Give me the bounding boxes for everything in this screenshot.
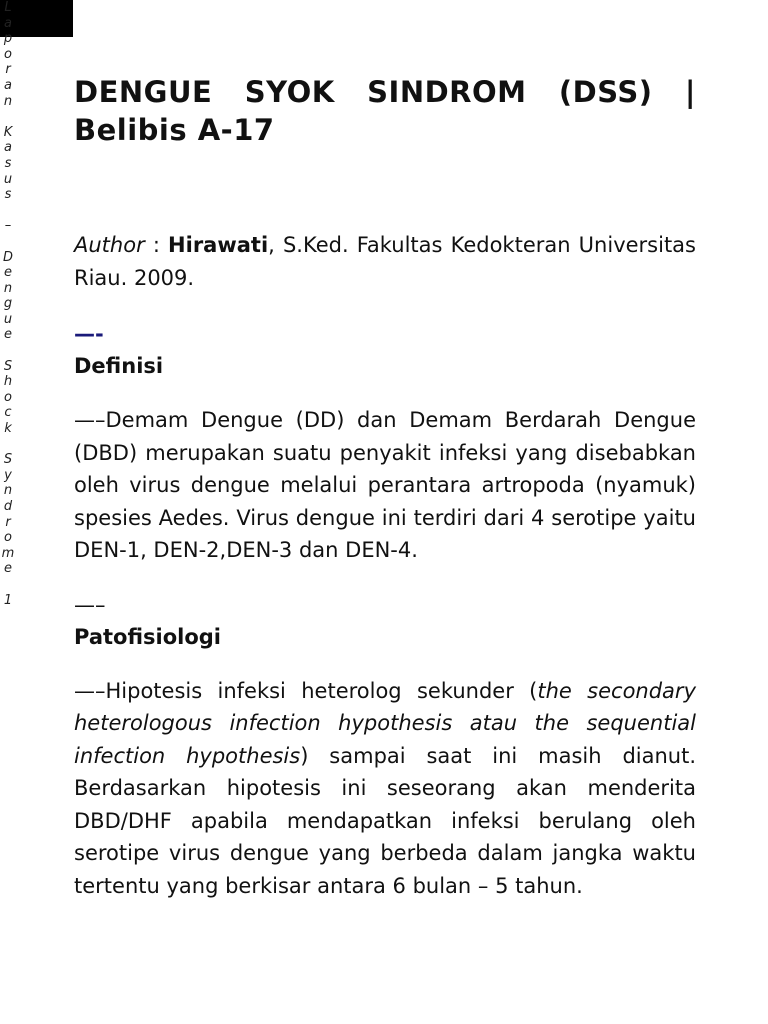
vertical-side-char: e [4, 327, 12, 343]
vertical-side-char: r [5, 62, 11, 78]
vertical-side-char: s [4, 187, 12, 203]
vertical-side-char [0, 203, 16, 219]
author-affiliation: , S.Ked. Fakultas Kedokteran Universitas Riau. 2009. [74, 233, 696, 290]
vertical-side-char: g [3, 296, 13, 312]
section-heading-definisi: Definisi [74, 354, 164, 378]
vertical-side-char: a [4, 15, 12, 31]
paragraph-patofisiologi [74, 675, 696, 903]
vertical-side-char: n [3, 280, 13, 296]
vertical-side-char: 1 [3, 592, 13, 608]
section-heading-patofisiologi: Patofisiologi [74, 624, 222, 649]
vertical-side-char [0, 234, 16, 250]
vertical-side-char: y [4, 467, 12, 483]
paragraph-patofisiologi-italic: the secondary heterologous infection hypothesis atau the sequential infection hypothesis [74, 678, 696, 768]
paragraph-definisi: —–Demam Dengue (DD) dan Demam Berdarah Dengue (DBD) merupakan suatu penyakit infeksi yang disebabkan oleh virus dengue melalui perantara artropoda (nyamuk) spesies Aedes. Virus dengue ini terdiri dari 4 serotipe yaitu DEN-1, DEN-2,DEN-3 dan DEN-4. [74, 408, 696, 562]
vertical-side-char: L [4, 0, 12, 15]
vertical-side-char: o [4, 530, 12, 546]
vertical-side-char: s [4, 155, 12, 171]
vertical-side-char: m [1, 545, 15, 561]
vertical-side-char: h [3, 374, 13, 390]
vertical-side-char: e [4, 265, 12, 281]
vertical-side-char: p [3, 31, 13, 47]
vertical-side-char [0, 437, 16, 453]
paragraph-patofisiologi-start: —–Hipotesis infeksi heterolog sekunder ( [74, 678, 538, 703]
vertical-side-char: K [3, 124, 13, 140]
vertical-side-text [0, 0, 16, 1024]
author-line [74, 229, 696, 294]
vertical-side-char [0, 109, 16, 125]
paragraph-patofisiologi-end: ) sampai saat ini masih dianut. Berdasarkan hipotesis ini seseorang akan menderita DBD/DHF apabila mendapatkan infeksi berulang oleh serotipe virus dengue yang berbeda dalam jangka waktu tertentu yang berkisar antara 6 bulan – 5 tahun. [74, 743, 697, 898]
title-line-1: DENGUE SYOK SINDROM (DSS) | [74, 75, 696, 109]
divider-dash: —- [74, 322, 104, 346]
vertical-side-char: a [4, 77, 12, 93]
vertical-side-char: S [3, 358, 13, 374]
divider-dash-2: —– [74, 592, 106, 617]
author-label: Author [74, 233, 145, 257]
vertical-side-char [0, 343, 16, 359]
vertical-side-char: o [4, 389, 12, 405]
vertical-side-char: d [3, 499, 13, 514]
vertical-side-char [0, 577, 16, 593]
article-body [74, 73, 696, 902]
vertical-side-char: k [4, 421, 12, 437]
vertical-side-char: n [3, 93, 13, 109]
author-name: Hirawati [168, 233, 269, 257]
author-separator: : [144, 233, 169, 257]
vertical-side-char: r [5, 514, 11, 530]
vertical-side-char: D [2, 249, 13, 265]
page-title [74, 73, 696, 149]
title-line-2: Belibis A-17 [74, 113, 275, 147]
vertical-side-char: – [4, 218, 12, 234]
vertical-side-char: n [3, 483, 13, 499]
vertical-side-char: S [3, 452, 13, 468]
vertical-side-char: u [3, 311, 13, 327]
vertical-side-char: u [3, 171, 13, 187]
vertical-side-char: o [4, 46, 12, 62]
vertical-side-char: c [4, 405, 12, 421]
vertical-side-char: e [4, 561, 12, 577]
vertical-side-char: a [4, 140, 12, 156]
